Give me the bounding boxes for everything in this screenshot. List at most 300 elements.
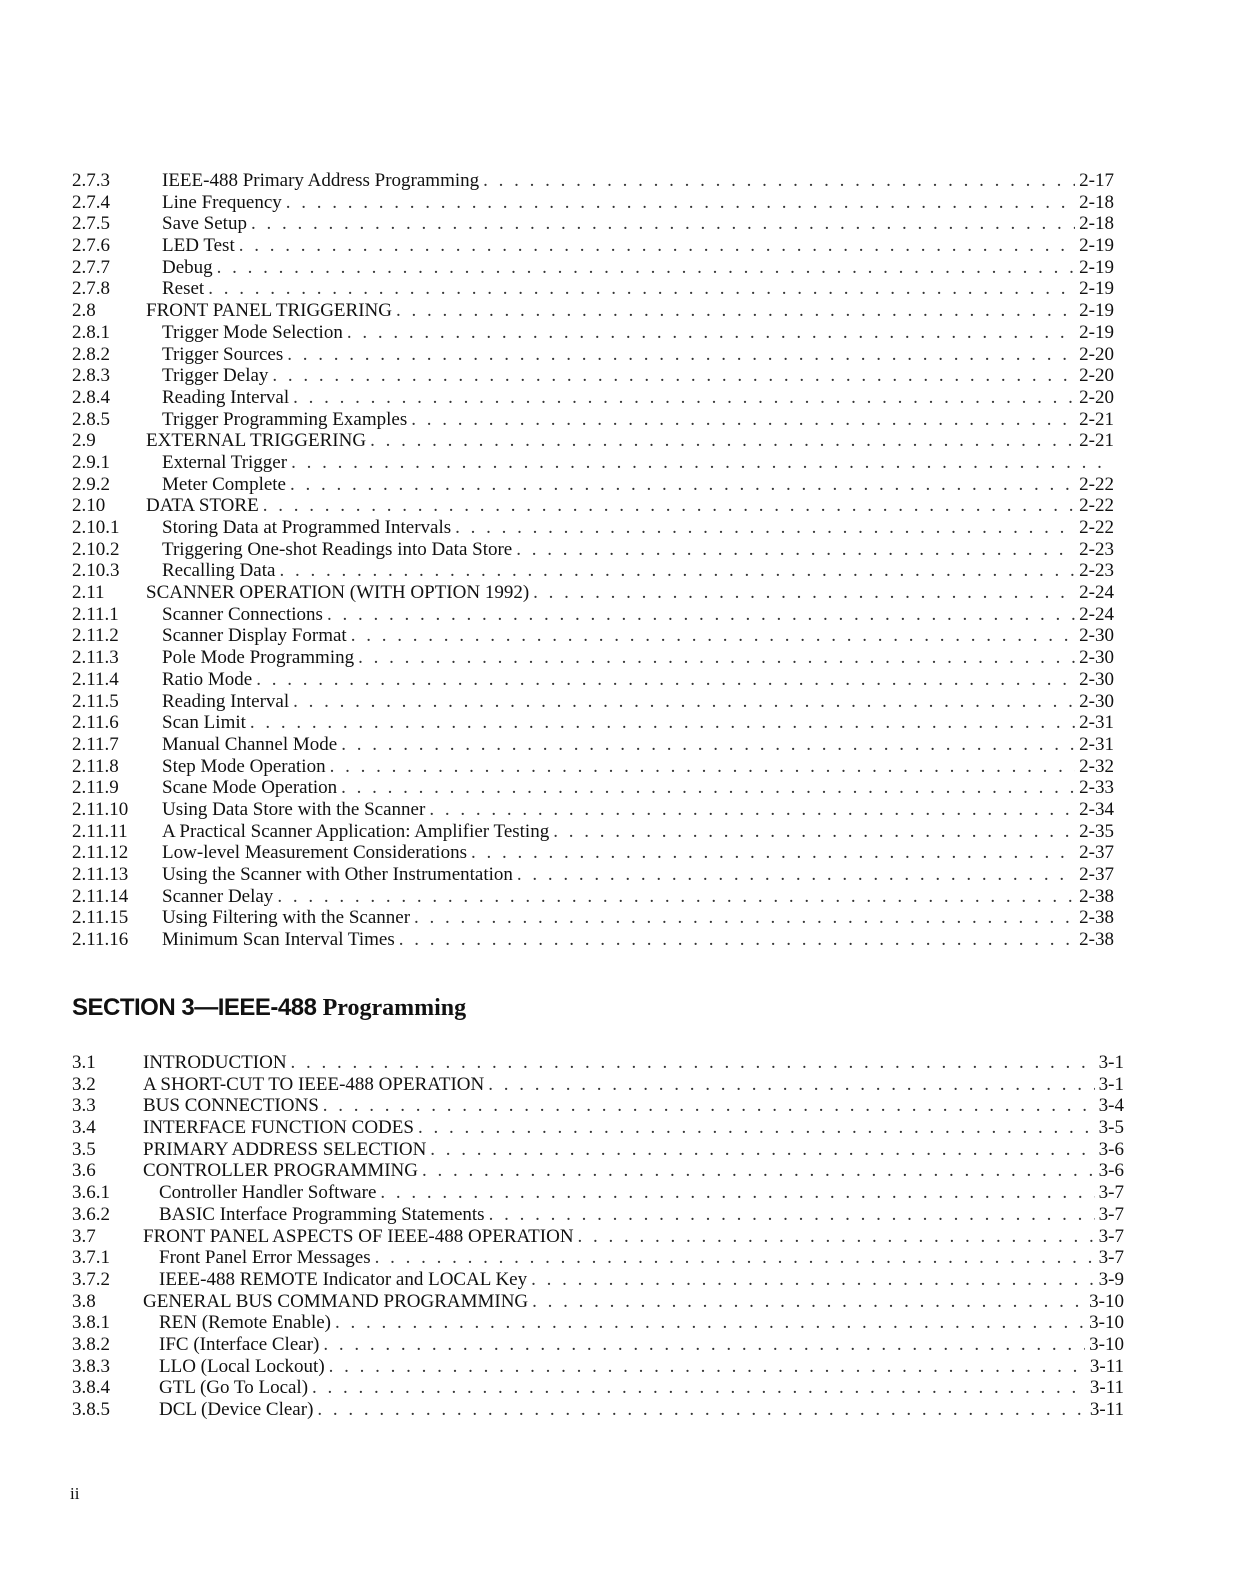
dot-leader [251, 213, 1075, 235]
toc-entry-number: 3.7.1 [72, 1247, 110, 1269]
toc-entry [72, 842, 1124, 864]
toc-entry-number: 2.8 [72, 300, 96, 322]
toc-entry-title: EXTERNAL TRIGGERING [146, 430, 367, 452]
toc-entry [72, 322, 1124, 344]
dot-leader [256, 669, 1075, 691]
toc-entry-page: 2-35 [1079, 820, 1114, 842]
dot-leader [217, 257, 1076, 279]
toc-entry-title: DATA STORE [146, 495, 259, 517]
dot-leader [358, 647, 1075, 669]
toc-entry-line [146, 300, 1114, 322]
toc-entry-title: IEEE-488 Primary Address Programming [162, 170, 480, 191]
toc-entry [72, 257, 1124, 279]
toc-entry-number: 2.11.16 [72, 929, 129, 951]
toc-entry-line [162, 235, 1114, 257]
toc-entry [72, 170, 1124, 192]
toc-entry-line [162, 170, 1114, 192]
toc-entry-number: 3.8.1 [72, 1312, 110, 1334]
toc-entry-number: 2.9.2 [72, 473, 110, 495]
toc-entry-title: External Trigger [162, 451, 288, 473]
toc-entry-title: GENERAL BUS COMMAND PROGRAMMING [143, 1290, 529, 1312]
dot-leader [291, 1052, 1095, 1074]
toc-entry-page: 2-33 [1079, 777, 1114, 799]
dot-leader [272, 365, 1075, 387]
toc-entry [72, 409, 1124, 431]
section-3-heading [72, 994, 466, 1022]
toc-entry-page: 3-6 [1098, 1138, 1124, 1160]
dot-leader [341, 734, 1075, 756]
dot-leader [471, 842, 1075, 864]
toc-entry-number: 3.7.2 [72, 1268, 110, 1290]
toc-entry [72, 539, 1124, 561]
toc-entry [72, 799, 1124, 821]
toc-entry [72, 669, 1124, 691]
toc-entry-title: IEEE-488 REMOTE Indicator and LOCAL Key [159, 1268, 528, 1290]
toc-entry-line [162, 322, 1114, 344]
toc-entry-line [162, 886, 1114, 908]
toc-entry-title: Triggering One-shot Readings into Data Store [162, 538, 513, 560]
toc-entry-number: 2.11.11 [72, 820, 128, 842]
toc-entry-page: 2-17 [1079, 170, 1114, 191]
dot-leader [312, 1377, 1086, 1399]
toc-entry-line [162, 777, 1114, 799]
toc-entry-title: BASIC Interface Programming Statements [159, 1203, 485, 1225]
toc-entry-page: 2-18 [1079, 191, 1114, 213]
toc-entry-page: 3-7 [1098, 1203, 1124, 1225]
toc-entry-page: 2-19 [1079, 300, 1114, 322]
toc-entry-page: 2-30 [1079, 668, 1114, 690]
toc-entry-title: Low-level Measurement Considerations [162, 842, 467, 864]
toc-entry-number: 2.10.3 [72, 560, 120, 582]
toc-entry-number: 3.8.3 [72, 1355, 110, 1377]
toc-entry [72, 430, 1124, 452]
toc-entry-page: 2-30 [1079, 690, 1114, 712]
toc-entry-page: 3-11 [1089, 1355, 1124, 1377]
toc-entry [72, 1117, 1124, 1139]
toc-entry-title: GTL (Go To Local) [159, 1377, 309, 1399]
toc-entry-number: 2.11.15 [72, 907, 129, 929]
dot-leader [329, 1356, 1086, 1378]
toc-entry-title: Using the Scanner with Other Instrumentation [162, 864, 513, 885]
dot-leader [341, 777, 1075, 799]
toc-entry-number: 2.10 [72, 495, 106, 517]
dot-leader [578, 1226, 1095, 1248]
toc-entry-number: 3.8.5 [72, 1399, 110, 1420]
dot-leader [239, 235, 1075, 257]
toc-entry-line [162, 756, 1114, 778]
toc-entry-line [146, 582, 1114, 604]
dot-leader [291, 452, 1110, 474]
toc-entry [72, 1399, 1124, 1421]
toc-entry-page: 3-6 [1098, 1160, 1124, 1182]
toc-entry [72, 1182, 1124, 1204]
section-3-heading-bold: SECTION 3—IEEE-488 [72, 994, 317, 1021]
toc-entry-number: 2.9.1 [72, 451, 110, 473]
toc-entry-title: Trigger Mode Selection [162, 321, 343, 343]
toc-entry-number: 3.6 [72, 1160, 96, 1182]
toc-entry-page: 2-34 [1079, 798, 1114, 820]
toc-entry-line [159, 1204, 1124, 1226]
toc-entry-line [162, 474, 1114, 496]
toc-entry-title: Scanner Connections [162, 603, 323, 625]
toc-entry-number: 3.2 [72, 1073, 96, 1095]
toc-entry-title: Trigger Sources [162, 343, 284, 365]
dot-leader [317, 1399, 1085, 1421]
toc-entry-number: 2.11 [72, 582, 105, 604]
toc-entry [72, 734, 1124, 756]
toc-entry-title: Reading Interval [162, 386, 290, 408]
toc-entry-page: 2-20 [1079, 343, 1114, 365]
toc-entry-title: Scanner Display Format [162, 625, 347, 647]
toc-entry-number: 2.11.6 [72, 712, 119, 734]
toc-entry-page: 3-7 [1098, 1247, 1124, 1269]
toc-entry-number: 2.11.13 [72, 864, 129, 885]
toc-entry-title: Step Mode Operation [162, 755, 326, 777]
toc-entry-title: LLO (Local Lockout) [159, 1355, 325, 1377]
toc-entry-title: Scan Limit [162, 712, 246, 734]
toc-entry-number: 2.8.1 [72, 321, 110, 343]
toc-entry [72, 517, 1124, 539]
toc-entry-title: Meter Complete [162, 473, 286, 495]
dot-leader [208, 278, 1075, 300]
toc-entry-line [162, 257, 1114, 279]
toc-entry-number: 2.11.4 [72, 668, 119, 690]
footer-page-number: ii [70, 1484, 80, 1503]
toc-entry [72, 1139, 1124, 1161]
toc-entry-number: 2.7.4 [72, 191, 110, 213]
toc-entry-line [162, 452, 1114, 474]
toc-entry-title: Minimum Scan Interval Times [162, 929, 395, 951]
toc-entry-line [162, 799, 1114, 821]
toc-entry-title: Controller Handler Software [159, 1182, 377, 1204]
toc-entry-page: 3-10 [1089, 1312, 1124, 1334]
dot-leader [517, 864, 1075, 886]
dot-leader [323, 1095, 1095, 1117]
toc-entry-line [162, 712, 1114, 734]
toc-entry-line [143, 1052, 1124, 1074]
toc-entry-page: 2-37 [1079, 864, 1114, 885]
dot-leader [488, 1074, 1094, 1096]
section-3-heading-rest: Programming [322, 995, 467, 1021]
toc-entry-number: 2.8.2 [72, 343, 110, 365]
toc-entry-line [162, 409, 1114, 431]
toc-entry-page: 2-30 [1079, 625, 1114, 647]
dot-leader [553, 821, 1075, 843]
toc-entry-line [162, 647, 1114, 669]
dot-leader [380, 1182, 1094, 1204]
toc-entry-line [162, 864, 1114, 886]
toc-entry [72, 582, 1124, 604]
toc-entry-page: 3-7 [1098, 1182, 1124, 1204]
toc-entry-page: 2-18 [1079, 213, 1114, 235]
dot-leader [370, 430, 1075, 452]
toc-entry-page: 3-1 [1098, 1052, 1124, 1073]
toc-entry [72, 691, 1124, 713]
toc-entry-page: 2-38 [1079, 929, 1114, 951]
toc-entry-title: Using Data Store with the Scanner [162, 798, 426, 820]
toc-entry-number: 2.9 [72, 430, 96, 452]
toc-entry-line [162, 604, 1114, 626]
toc-entry-line [162, 842, 1114, 864]
toc-entry-page: 2-32 [1079, 755, 1114, 777]
toc-entry-title: Storing Data at Programmed Intervals [162, 517, 452, 538]
toc-entry-title: PRIMARY ADDRESS SELECTION [143, 1138, 427, 1160]
toc-entry-title: Reset [162, 278, 205, 300]
toc-entry-number: 2.11.14 [72, 885, 129, 907]
toc-entry-page: 2-38 [1079, 907, 1114, 929]
dot-leader [411, 409, 1075, 431]
toc-entry-line [159, 1182, 1124, 1204]
dot-leader [483, 170, 1075, 192]
toc-entry-number: 2.11.7 [72, 733, 119, 755]
toc-entry [72, 300, 1124, 322]
dot-leader [335, 1312, 1085, 1334]
toc-entry-line [159, 1356, 1124, 1378]
toc-entry-page: 3-11 [1089, 1399, 1124, 1420]
toc-entry-number: 3.4 [72, 1117, 96, 1139]
toc-entry-line [162, 821, 1114, 843]
toc-entry-page: 2-21 [1079, 408, 1114, 430]
toc-entry [72, 604, 1124, 626]
toc-entry-line [162, 365, 1114, 387]
toc-entry [72, 1377, 1124, 1399]
toc-entry-title: Ratio Mode [162, 668, 253, 690]
toc-entry-number: 2.11.2 [72, 625, 119, 647]
toc-entry-number: 3.6.2 [72, 1203, 110, 1225]
toc-entry-page: 3-7 [1098, 1225, 1124, 1247]
dot-leader [429, 799, 1075, 821]
toc-entry-line [159, 1269, 1124, 1291]
toc-entry-page: 2-37 [1079, 842, 1114, 864]
dot-leader [250, 712, 1075, 734]
toc-entry-title: A Practical Scanner Application: Amplifier Testing [162, 820, 550, 842]
dot-leader [290, 474, 1075, 496]
toc-entry-title: IFC (Interface Clear) [159, 1333, 320, 1355]
toc-entry-number: 2.8.5 [72, 408, 110, 430]
toc-entry-page: 2-19 [1079, 278, 1114, 300]
dot-leader [531, 1269, 1095, 1291]
dot-leader [293, 387, 1075, 409]
toc-entry-line [146, 430, 1114, 452]
toc-entry [72, 452, 1124, 474]
toc-entry-number: 2.10.2 [72, 538, 120, 560]
toc-entry-number: 2.11.5 [72, 690, 119, 712]
toc-entry [72, 278, 1124, 300]
toc-entry-line [162, 344, 1114, 366]
dot-leader [489, 1204, 1095, 1226]
toc-entry-number: 3.8.2 [72, 1333, 110, 1355]
toc-entry [72, 1356, 1124, 1378]
toc-entry [72, 365, 1124, 387]
toc-entry-line [162, 734, 1114, 756]
toc-entry-line [143, 1160, 1124, 1182]
toc-entry-number: 3.8.4 [72, 1377, 110, 1399]
toc-entry-line [162, 517, 1114, 539]
toc-section-2-list [72, 170, 1124, 951]
toc-entry-title: INTRODUCTION [143, 1052, 287, 1073]
toc-entry-number: 2.10.1 [72, 517, 120, 538]
toc-entry-line [143, 1139, 1124, 1161]
toc-entry-line [143, 1291, 1124, 1313]
toc-entry [72, 560, 1124, 582]
dot-leader [327, 604, 1075, 626]
toc-entry-line [159, 1399, 1124, 1421]
toc-entry-line [146, 495, 1114, 517]
toc-entry-page: 2-31 [1079, 712, 1114, 734]
toc-entry-page: 2-22 [1079, 495, 1114, 517]
toc-entry-line [162, 907, 1114, 929]
toc-entry-title: INTERFACE FUNCTION CODES [143, 1117, 414, 1139]
toc-entry [72, 647, 1124, 669]
toc-entry-number: 2.8.3 [72, 365, 110, 387]
toc-entry-line [159, 1312, 1124, 1334]
toc-entry-page: 2-20 [1079, 365, 1114, 387]
toc-entry-title: Trigger Programming Examples [162, 408, 408, 430]
toc-entry-line [162, 278, 1114, 300]
toc-entry-line [143, 1095, 1124, 1117]
toc-entry-page: 2-24 [1079, 603, 1114, 625]
dot-leader [351, 625, 1075, 647]
dot-leader [532, 1291, 1085, 1313]
toc-entry-line [162, 691, 1114, 713]
toc-entry-title: Manual Channel Mode [162, 733, 338, 755]
toc-entry [72, 1247, 1124, 1269]
dot-leader [455, 517, 1075, 539]
toc-entry-title: Reading Interval [162, 690, 290, 712]
toc-entry-title: LED Test [162, 235, 235, 257]
toc-entry-title: Save Setup [162, 213, 247, 235]
toc-entry-number: 2.7.8 [72, 278, 110, 300]
toc-entry [72, 886, 1124, 908]
toc-entry [72, 387, 1124, 409]
dot-leader [330, 756, 1076, 778]
toc-entry-line [162, 539, 1114, 561]
dot-leader [263, 495, 1075, 517]
toc-entry-title: Debug [162, 256, 213, 278]
toc-entry [72, 1334, 1124, 1356]
dot-leader [279, 560, 1075, 582]
toc-entry-page: 3-11 [1089, 1377, 1124, 1399]
toc-section-3-list [72, 1052, 1124, 1421]
toc-entry-page: 2-21 [1079, 430, 1114, 452]
toc-entry-line [162, 213, 1114, 235]
toc-entry-page: 3-10 [1089, 1290, 1124, 1312]
toc-entry-page: 2-22 [1079, 517, 1114, 538]
toc-entry [72, 235, 1124, 257]
toc-entry [72, 1312, 1124, 1334]
toc-entry-number: 3.5 [72, 1138, 96, 1160]
toc-entry-number: 2.7.3 [72, 170, 110, 191]
dot-leader [323, 1334, 1085, 1356]
toc-entry-title: CONTROLLER PROGRAMMING [143, 1160, 418, 1182]
toc-entry-title: REN (Remote Enable) [159, 1312, 332, 1334]
toc-entry-number: 2.11.9 [72, 777, 119, 799]
toc-entry-line [162, 387, 1114, 409]
toc-entry-line [159, 1247, 1124, 1269]
toc-entry-line [159, 1334, 1124, 1356]
toc-entry-page: 2-30 [1079, 647, 1114, 669]
toc-entry [72, 1074, 1124, 1096]
toc-entry [72, 1291, 1124, 1313]
dot-leader [422, 1160, 1095, 1182]
toc-entry-title: BUS CONNECTIONS [143, 1095, 319, 1117]
dot-leader [287, 344, 1075, 366]
toc-entry [72, 1160, 1124, 1182]
toc-entry-number: 2.8.4 [72, 386, 110, 408]
toc-entry [72, 1052, 1124, 1074]
toc-entry-page: 3-10 [1089, 1333, 1124, 1355]
dot-leader [516, 539, 1075, 561]
dot-leader [277, 886, 1075, 908]
toc-entry-title: Using Filtering with the Scanner [162, 907, 411, 929]
toc-entry-number: 2.11.8 [72, 755, 119, 777]
toc-entry-title: Line Frequency [162, 191, 282, 213]
toc-entry-title: A SHORT-CUT TO IEEE-488 OPERATION [143, 1073, 485, 1095]
toc-entry-page: 2-31 [1079, 733, 1114, 755]
toc-entry [72, 1226, 1124, 1248]
toc-entry-line [159, 1377, 1124, 1399]
dot-leader [347, 322, 1075, 344]
toc-entry [72, 821, 1124, 843]
toc-entry-page: 2-19 [1079, 256, 1114, 278]
toc-entry-number: 3.7 [72, 1225, 96, 1247]
dot-leader [399, 929, 1075, 951]
dot-leader [430, 1139, 1094, 1161]
toc-entry [72, 474, 1124, 496]
toc-entry-title: Recalling Data [162, 560, 276, 582]
toc-entry [72, 777, 1124, 799]
toc-entry [72, 864, 1124, 886]
toc-entry-number: 3.8 [72, 1290, 96, 1312]
toc-entry-number: 3.6.1 [72, 1182, 110, 1204]
toc-entry-line [162, 669, 1114, 691]
toc-entry-number: 3.1 [72, 1052, 96, 1073]
toc-entry-page: 2-38 [1079, 885, 1114, 907]
dot-leader [414, 907, 1075, 929]
toc-entry [72, 1204, 1124, 1226]
toc-entry-number: 2.11.1 [72, 603, 119, 625]
toc-entry [72, 344, 1124, 366]
dot-leader [396, 300, 1075, 322]
toc-entry-line [162, 192, 1114, 214]
toc-entry [72, 929, 1124, 951]
dot-leader [533, 582, 1075, 604]
toc-entry-page: 3-1 [1098, 1073, 1124, 1095]
toc-entry-title: DCL (Device Clear) [159, 1399, 314, 1420]
toc-entry-title: FRONT PANEL ASPECTS OF IEEE-488 OPERATION [143, 1225, 574, 1247]
toc-entry [72, 192, 1124, 214]
toc-entry [72, 213, 1124, 235]
toc-entry-line [162, 929, 1114, 951]
toc-entry-line [143, 1117, 1124, 1139]
toc-entry-title: Front Panel Error Messages [159, 1247, 371, 1269]
toc-entry-title: Scanner Delay [162, 885, 274, 907]
toc-entry-line [143, 1226, 1124, 1248]
toc-entry [72, 1095, 1124, 1117]
dot-leader [375, 1247, 1095, 1269]
toc-entry-page: 3-5 [1098, 1117, 1124, 1139]
toc-entry-line [162, 625, 1114, 647]
toc-entry [72, 1269, 1124, 1291]
toc-entry-title: Trigger Delay [162, 365, 269, 387]
toc-entry [72, 907, 1124, 929]
dot-leader [418, 1117, 1095, 1139]
toc-entry-title: Pole Mode Programming [162, 647, 355, 669]
toc-entry-page: 2-24 [1079, 582, 1114, 604]
toc-entry-number: 3.3 [72, 1095, 96, 1117]
toc-entry-number: 2.7.5 [72, 213, 110, 235]
toc-entry-page: 2-19 [1079, 235, 1114, 257]
